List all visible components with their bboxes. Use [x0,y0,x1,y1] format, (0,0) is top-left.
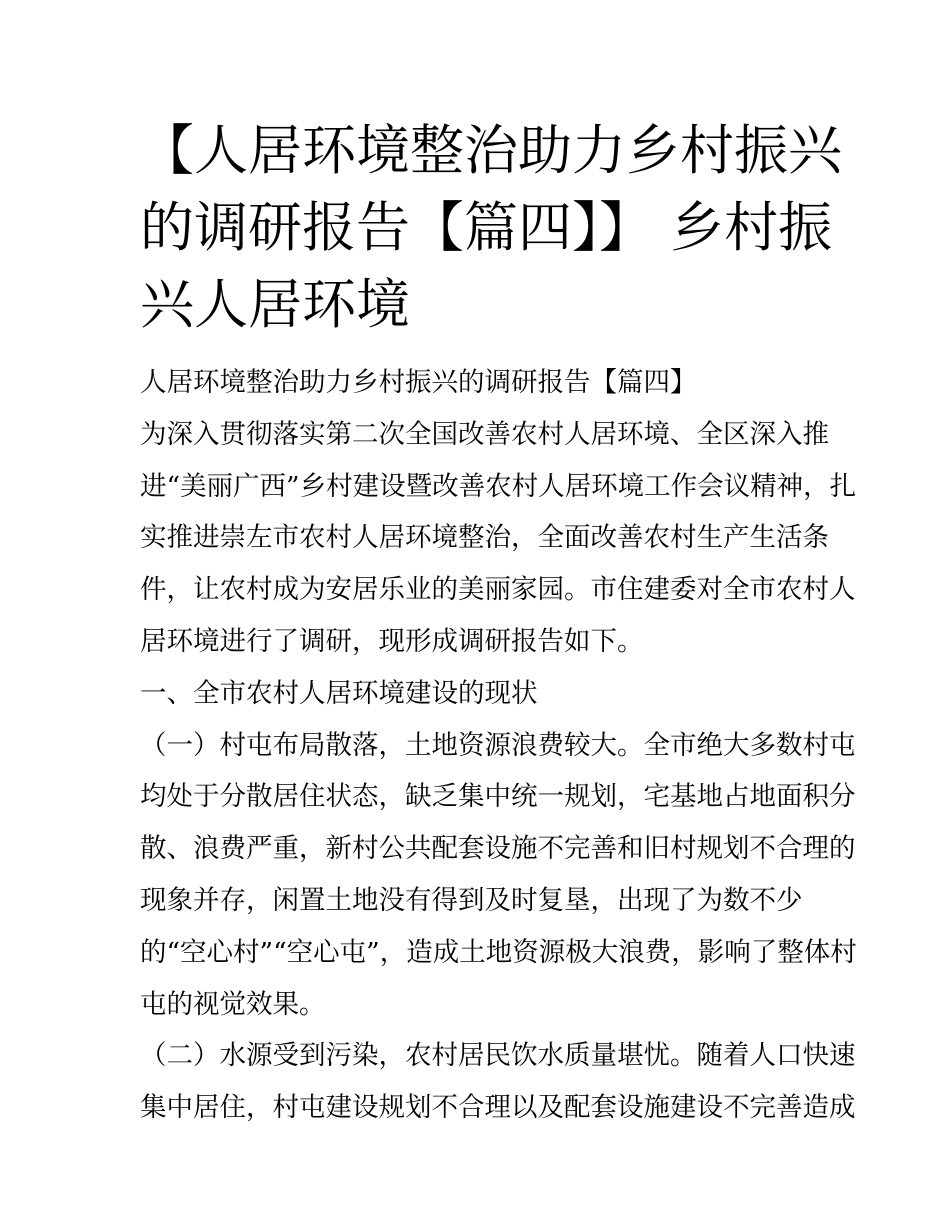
paragraph-line: 居环境进行了调研，现形成调研报告如下。 [140,625,644,657]
paragraph-line: 为深入贯彻落实第二次全国改善农村人居环境、全区深入推 [140,418,829,450]
paragraph-line: 实推进崇左市农村人居环境整治，全面改善农村生产生活条 [140,522,829,554]
paragraph-line: （二）水源受到污染，农村居民饮水质量堪忧。随着人口快速 [140,1040,856,1072]
paragraph-line: 均处于分散居住状态，缺乏集中统一规划，宅基地占地面积分 [140,781,856,813]
title-line: 【人居环境整治助力乡村振兴 [140,119,842,182]
paragraph-line: 的“空心村”“空心屯”，造成土地资源极大浪费，影响了整体村 [140,936,857,968]
title-line: 的调研报告【篇四】】 乡村振 [140,196,833,259]
paragraph-line: 集中居住，村屯建设规划不合理以及配套设施建设不完善造成 [140,1092,856,1124]
subtitle-line: 人居环境整治助力乡村振兴的调研报告【篇四】 [140,367,697,398]
paragraph-line: 件，让农村成为安居乐业的美丽家园。市住建委对全市农村人 [140,574,856,606]
section-heading: 一、全市农村人居环境建设的现状 [140,677,538,709]
paragraph-line: 现象并存，闲置土地没有得到及时复垦，出现了为数不少 [140,884,803,916]
paragraph-line: 散、浪费严重，新村公共配套设施不完善和旧村规划不合理的 [140,833,856,865]
document-body [140,357,857,1134]
paragraph-line: （一）村屯布局散落，土地资源浪费较大。全市绝大多数村屯 [140,729,856,761]
title-line: 兴人居环境 [140,273,410,336]
paragraph-line: 进“美丽广西”乡村建设暨改善农村人居环境工作会议精神，扎 [140,470,857,502]
document-title [140,112,842,343]
paragraph-line: 屯的视觉效果。 [140,988,326,1020]
